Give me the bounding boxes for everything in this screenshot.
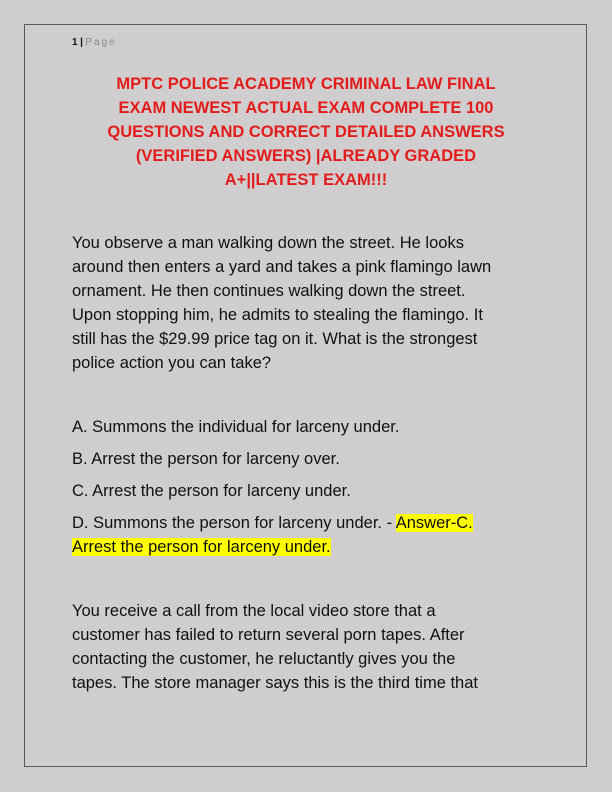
question-line: You receive a call from the local video store that a	[72, 602, 436, 620]
question-line: still has the $29.99 price tag on it. What is the strongest	[72, 330, 478, 348]
title-line: EXAM NEWEST ACTUAL EXAM COMPLETE 100	[118, 99, 494, 117]
title-line: MPTC POLICE ACADEMY CRIMINAL LAW FINAL	[116, 75, 496, 93]
question-1-text	[72, 231, 542, 375]
document-title	[72, 72, 540, 192]
question-line: Upon stopping him, he admits to stealing the flamingo. It	[72, 306, 483, 324]
page-separator: |	[80, 37, 84, 48]
question-line: contacting the customer, he reluctantly gives you the	[72, 650, 456, 668]
option-d-text: D. Summons the person for larceny under. -	[72, 514, 396, 532]
option-c: C. Arrest the person for larceny under.	[72, 482, 351, 500]
title-line: QUESTIONS AND CORRECT DETAILED ANSWERS	[107, 123, 505, 141]
page-number: 1	[72, 37, 79, 48]
question-line: police action you can take?	[72, 354, 272, 372]
option-a: A. Summons the individual for larceny under.	[72, 418, 400, 436]
answer-continuation	[72, 535, 331, 559]
question-line: You observe a man walking down the street. He looks	[72, 234, 464, 252]
question-line: around then enters a yard and takes a pink flamingo lawn	[72, 258, 492, 276]
question-2-text	[72, 599, 542, 695]
question-line: ornament. He then continues walking down the street.	[72, 282, 466, 300]
answer-highlight: Arrest the person for larceny under.	[72, 538, 331, 556]
title-line: A+||LATEST EXAM!!!	[224, 171, 388, 189]
title-line: (VERIFIED ANSWERS) |ALREADY GRADED	[135, 147, 477, 165]
page-header	[72, 37, 117, 49]
page-label: Page	[85, 37, 117, 48]
question-line: customer has failed to return several porn tapes. After	[72, 626, 465, 644]
option-b: B. Arrest the person for larceny over.	[72, 450, 340, 468]
question-line: tapes. The store manager says this is the third time that	[72, 674, 478, 692]
answer-highlight: Answer-C.	[395, 514, 473, 532]
option-d	[72, 511, 473, 535]
